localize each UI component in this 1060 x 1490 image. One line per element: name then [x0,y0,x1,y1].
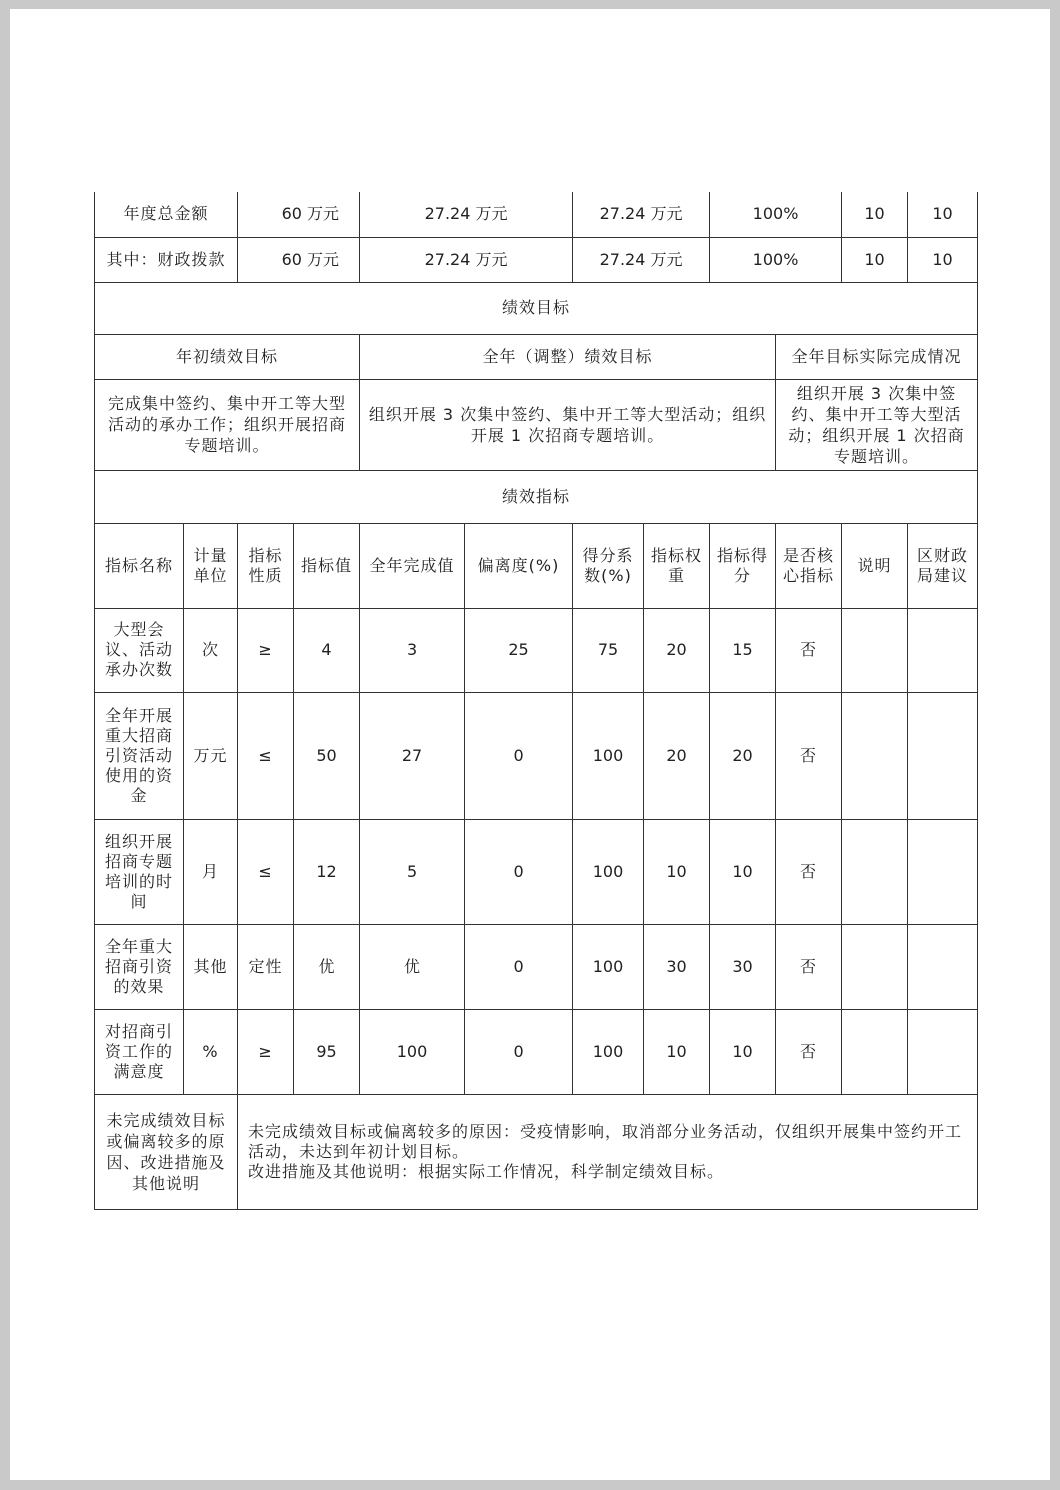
indicator-note [842,608,908,692]
budget-adjusted: 27.24 万元 [360,237,573,282]
budget-annual: 60 万元 [238,237,360,282]
indicator-deviation: 0 [465,1009,573,1094]
col-header: 计量单位 [184,523,238,608]
indicator-core: 否 [776,1009,842,1094]
indicator-unit: 次 [184,608,238,692]
indicator-note [842,1009,908,1094]
budget-actual: 27.24 万元 [573,192,710,237]
col-header: 指标权重 [644,523,710,608]
goals-initial-text: 完成集中签约、集中开工等大型活动的承办工作；组织开展招商专题培训。 [95,379,360,470]
indicator-core: 否 [776,608,842,692]
indicator-weight: 20 [644,608,710,692]
remarks-content [238,1094,978,1209]
col-header: 得分系数(%) [573,523,644,608]
indicator-coef: 100 [573,1009,644,1094]
indicator-target: 50 [294,692,360,819]
indicator-nature: 定性 [238,924,294,1009]
indicator-deviation: 0 [465,924,573,1009]
budget-row [95,237,978,282]
budget-label: 年度总金额 [95,192,238,237]
indicator-deviation: 0 [465,692,573,819]
indicator-deviation: 25 [465,608,573,692]
indicator-nature: ≥ [238,1009,294,1094]
budget-row [95,192,978,237]
table-row [95,819,978,924]
indicator-nature: ≤ [238,819,294,924]
indicator-name: 大型会议、活动承办次数 [95,608,184,692]
indicator-nature: ≥ [238,608,294,692]
indicator-unit: % [184,1009,238,1094]
performance-table [94,192,978,1210]
indicator-completed: 5 [360,819,465,924]
indicator-score: 10 [710,819,776,924]
indicator-name: 组织开展招商专题培训的时间 [95,819,184,924]
goals-adjusted-text: 组织开展 3 次集中签约、集中开工等大型活动；组织开展 1 次招商专题培训。 [360,379,776,470]
remarks-row [95,1094,978,1209]
budget-actual: 27.24 万元 [573,237,710,282]
indicator-score: 20 [710,692,776,819]
indicator-advice [908,1009,978,1094]
col-header: 区财政局建议 [908,523,978,608]
remarks-reason: 未完成绩效目标或偏离较多的原因：受疫情影响，取消部分业务活动，仅组织开展集中签约开工活动，未达到年初计划目标。 [248,1121,963,1161]
indicator-target: 95 [294,1009,360,1094]
indicator-advice [908,692,978,819]
budget-score: 10 [908,192,978,237]
indicator-name: 全年开展重大招商引资活动使用的资金 [95,692,184,819]
table-row [95,692,978,819]
budget-weight: 10 [842,237,908,282]
indicator-deviation: 0 [465,819,573,924]
indicator-target: 12 [294,819,360,924]
indicator-weight: 30 [644,924,710,1009]
indicator-completed: 优 [360,924,465,1009]
budget-weight: 10 [842,192,908,237]
indicator-score: 30 [710,924,776,1009]
indicator-unit: 其他 [184,924,238,1009]
indicators-section-title: 绩效指标 [95,470,978,523]
remarks-label: 未完成绩效目标或偏离较多的原因、改进措施及其他说明 [95,1094,238,1209]
col-header: 全年完成值 [360,523,465,608]
indicator-completed: 3 [360,608,465,692]
indicator-weight: 10 [644,819,710,924]
indicator-core: 否 [776,819,842,924]
indicator-nature: ≤ [238,692,294,819]
table-row [95,924,978,1009]
indicator-coef: 100 [573,692,644,819]
goals-header-adjusted: 全年（调整）绩效目标 [360,334,776,379]
indicator-advice [908,819,978,924]
indicator-coef: 75 [573,608,644,692]
budget-score: 10 [908,237,978,282]
col-header: 指标值 [294,523,360,608]
indicator-target: 优 [294,924,360,1009]
table-row [95,1009,978,1094]
indicator-weight: 20 [644,692,710,819]
indicators-header-row [95,523,978,608]
table-row [95,608,978,692]
indicator-name: 对招商引资工作的满意度 [95,1009,184,1094]
indicator-target: 4 [294,608,360,692]
indicator-completed: 100 [360,1009,465,1094]
col-header: 指标名称 [95,523,184,608]
indicator-note [842,819,908,924]
budget-annual: 60 万元 [238,192,360,237]
indicator-unit: 万元 [184,692,238,819]
indicator-completed: 27 [360,692,465,819]
indicator-score: 15 [710,608,776,692]
goals-section-title: 绩效目标 [95,282,978,334]
col-header: 说明 [842,523,908,608]
indicator-score: 10 [710,1009,776,1094]
col-header: 指标性质 [238,523,294,608]
col-header: 是否核心指标 [776,523,842,608]
indicator-weight: 10 [644,1009,710,1094]
indicator-advice [908,924,978,1009]
document-page [10,9,1050,1480]
indicator-note [842,924,908,1009]
indicator-unit: 月 [184,819,238,924]
remarks-improvement: 改进措施及其他说明：根据实际工作情况，科学制定绩效目标。 [248,1161,725,1181]
col-header: 指标得分 [710,523,776,608]
col-header: 偏离度(%) [465,523,573,608]
indicator-name: 全年重大招商引资的效果 [95,924,184,1009]
goals-header-initial: 年初绩效目标 [95,334,360,379]
indicator-coef: 100 [573,819,644,924]
goals-actual-text: 组织开展 3 次集中签约、集中开工等大型活动；组织开展 1 次招商专题培训。 [776,379,978,470]
indicator-coef: 100 [573,924,644,1009]
budget-adjusted: 27.24 万元 [360,192,573,237]
indicator-advice [908,608,978,692]
indicator-core: 否 [776,924,842,1009]
goals-header-actual: 全年目标实际完成情况 [776,334,978,379]
budget-rate: 100% [710,237,842,282]
indicator-core: 否 [776,692,842,819]
indicator-note [842,692,908,819]
budget-rate: 100% [710,192,842,237]
budget-label: 其中：财政拨款 [95,237,238,282]
